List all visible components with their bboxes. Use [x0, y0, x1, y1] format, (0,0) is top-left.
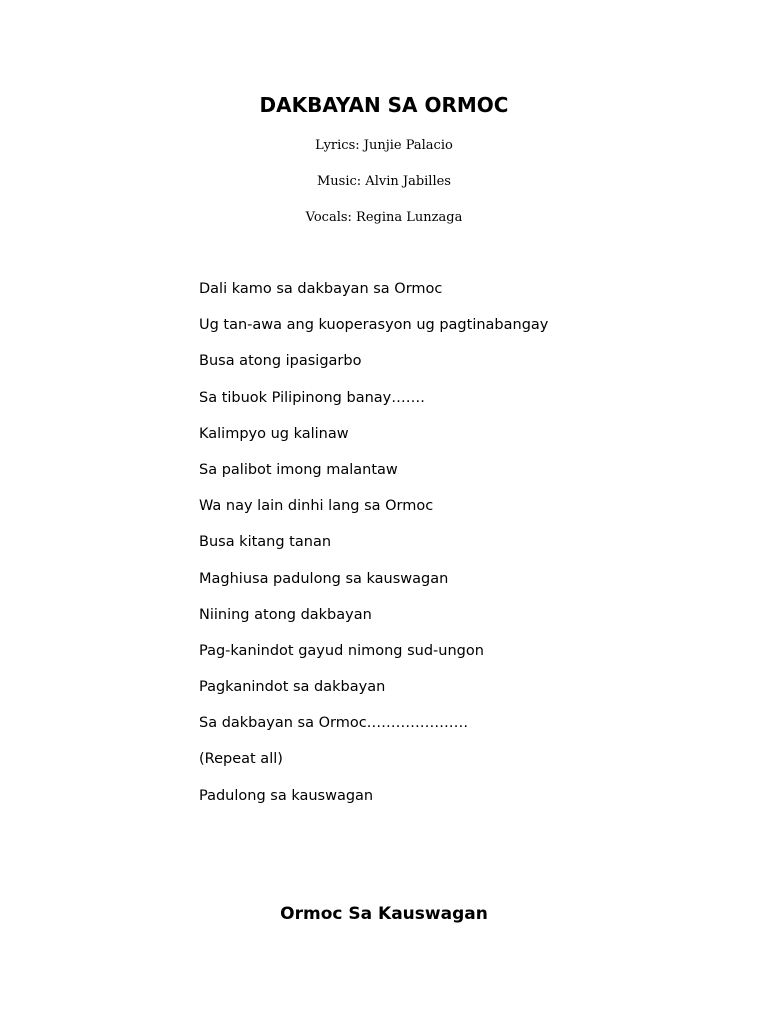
lyric-line: Pagkanindot sa dakbayan	[199, 679, 386, 696]
lyric-line: Kalimpyo ug kalinaw	[199, 425, 349, 442]
lyric-line: Niining atong dakbayan	[199, 606, 372, 623]
music-credit: Music: Alvin Jabilles	[317, 174, 451, 189]
lyrics-credit: Lyrics: Junjie Palacio	[315, 138, 453, 153]
lyric-line: Ug tan-awa ang kuoperasyon ug pagtinabangay	[199, 317, 549, 334]
next-song-title: Ormoc Sa Kauswagan	[280, 904, 488, 924]
lyric-line: Padulong sa kauswagan	[199, 787, 374, 804]
song-title: DAKBAYAN SA ORMOC	[259, 93, 509, 117]
lyric-line: Sa dakbayan sa Ormoc…………………	[199, 715, 469, 732]
lyrics-list	[199, 279, 739, 822]
lyric-line: Busa kitang tanan	[199, 534, 332, 551]
lyric-line: Sa palibot imong malantaw	[199, 461, 398, 478]
lyric-line: (Repeat all)	[199, 751, 283, 768]
vocals-credit: Vocals: Regina Lunzaga	[305, 210, 463, 225]
lyric-line: Maghiusa padulong sa kauswagan	[199, 570, 449, 587]
lyric-line: Sa tibuok Pilipinong banay…….	[199, 389, 425, 406]
lyric-line: Dali kamo sa dakbayan sa Ormoc	[199, 281, 443, 297]
lyric-line: Pag-kanindot gayud nimong sud-ungon	[199, 642, 484, 659]
lyric-line: Busa atong ipasigarbo	[199, 353, 362, 370]
lyric-line: Wa nay lain dinhi lang sa Ormoc	[199, 498, 434, 515]
